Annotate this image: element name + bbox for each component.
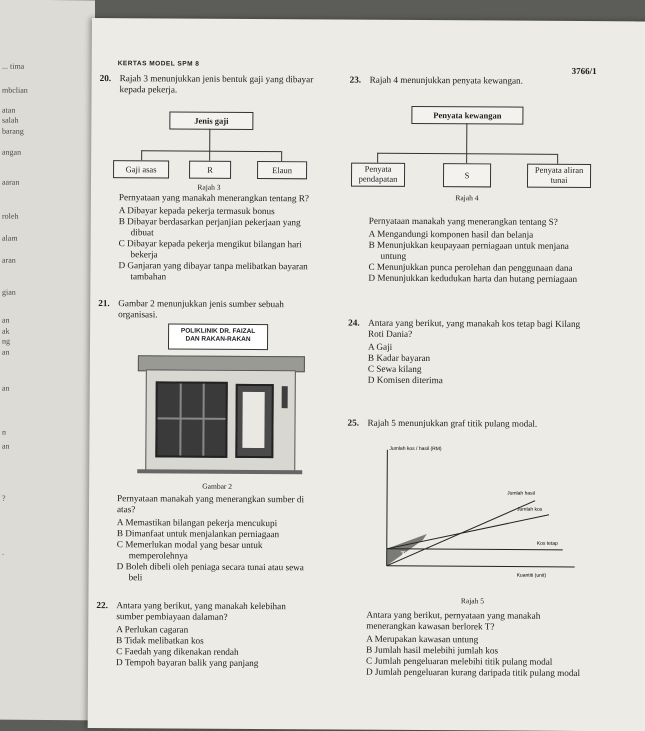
margin-fragment: an [2, 441, 10, 451]
option-c[interactable]: C Faedah yang dikenakan rendah [116, 646, 239, 657]
question-21-stem [97, 493, 313, 584]
x-axis [387, 566, 575, 567]
option-c[interactable]: C Sewa kilang [367, 363, 422, 375]
margin-fragment: aaran [2, 177, 20, 187]
margin-fragment: . [2, 547, 4, 557]
question-stem: Pernyataan yang manakah menerangkan tentang R? [118, 192, 309, 204]
option-b[interactable]: B Tidak melibatkan kos [116, 635, 204, 646]
option-d[interactable]: D Tempoh bayaran balik yang panjang [116, 657, 259, 669]
question-text: Rajah 3 menunjukkan jenis bentuk gaji yang dibayar kepada pekerja. [119, 73, 314, 95]
clinic-door [235, 384, 273, 458]
margin-fragment: an [2, 315, 10, 325]
question-text: Rajah 4 menunjukkan penyata kewangan. [369, 74, 523, 86]
option-b[interactable]: B Menunjukkan keupayaan perniagaan untuk menjana untung [368, 239, 569, 261]
option-a[interactable]: A Merupakan kawasan untung [366, 633, 479, 645]
question-20-stem [98, 192, 314, 283]
fixed-cost-line [387, 549, 563, 550]
option-a[interactable]: A Dibayar kepada pekerja termasuk bonus [118, 205, 275, 217]
option-c[interactable]: C Menunjukkan punca perolehan dan penggunaan dana [368, 261, 573, 273]
question-text: Antara yang berikut, yang manakah kos tetap bagi Kilang Roti Dania? [368, 317, 581, 339]
revenue-line-label: Jumlah hasil [507, 490, 535, 497]
question-23 [350, 75, 590, 87]
shaded-area-label: T [400, 549, 406, 558]
question-stem: Antara yang berikut, pernyataan yang manakah menerangkan kawasan berlorek T? [366, 609, 541, 632]
connector [281, 151, 282, 161]
diagram-right-box: Penyata aliran tunai [527, 164, 591, 188]
sign-line-2: DAN RAKAN-RAKAN [185, 335, 251, 343]
option-a[interactable]: A Memastikan bilangan pekerja mencukupi [116, 517, 278, 529]
diagram-left-box: Gaji asas [113, 160, 169, 178]
previous-page [0, 0, 95, 720]
question-25-stem [346, 610, 586, 679]
margin-fragment: barang [2, 126, 24, 136]
margin-fragment: ak [2, 326, 10, 336]
exam-page [88, 18, 645, 731]
diagram-left-box: Penyata pendapatan [351, 163, 405, 187]
option-c[interactable]: C Memerlukan modal yang besar untuk memperolehnya [116, 539, 263, 561]
connector [466, 153, 467, 163]
connector [141, 150, 281, 152]
option-c[interactable]: C Jumlah pengeluaran melebihi titik pulang modal [366, 655, 553, 667]
y-axis-label: Jumlah kos / hasil (RM) [389, 445, 442, 453]
question-stem: Pernyataan manakah yang menerangkan tentang S? [368, 215, 558, 227]
diagram-mid-box: R [189, 161, 231, 179]
clinic-sign-post [282, 386, 288, 408]
margin-fragment: atan [2, 105, 16, 115]
question-number: 25. [347, 417, 360, 428]
question-number: 21. [98, 298, 110, 309]
margin-fragment: an [2, 383, 10, 393]
question-stem: Pernyataan manakah yang menerangkan sumber di atas? [116, 493, 305, 515]
picture-caption: Gambar 2 [202, 481, 233, 491]
diagram-caption: Rajah 3 [197, 182, 221, 192]
option-a[interactable]: A Mengandungi komponen hasil dan belanja [368, 228, 534, 240]
loss-area-shading [387, 534, 427, 566]
connector [209, 129, 210, 151]
margin-fragment: n [2, 427, 6, 437]
option-a[interactable]: A Perlukan cagaran [116, 624, 189, 635]
margin-fragment: roleh [2, 211, 19, 221]
question-text: Antara yang berikut, yang manakah kelebihan sumber pembiayaan dalaman? [116, 600, 286, 622]
question-25 [347, 418, 587, 430]
margin-fragment: ? [2, 493, 6, 503]
break-even-graph [367, 438, 588, 589]
connector [466, 123, 467, 153]
option-b[interactable]: B Dibayar berdasarkan perjanjian pekerjaan yang dibuat [118, 216, 301, 238]
question-number: 24. [348, 317, 360, 328]
diagram-top-box: Penyata kewangan [411, 106, 523, 125]
option-d[interactable]: D Menunjukkan kedudukan harta dan hutang perniagaan [368, 272, 578, 284]
option-d[interactable]: D Jumlah pengeluaran kurang daripada titik pulang modal [365, 666, 581, 678]
option-a[interactable]: A Gaji [367, 341, 393, 352]
margin-fragment: ng [2, 336, 10, 346]
connector [141, 150, 142, 160]
diagram-top-box: Jenis gaji [169, 111, 253, 130]
margin-fragment: an [2, 347, 10, 357]
option-d[interactable]: D Ganjaran yang dibayar tanpa melibatkan bayaran tambahan [118, 260, 308, 282]
cost-line-label: Jumlah kos [516, 506, 543, 513]
question-22 [96, 600, 311, 669]
clinic-window [155, 381, 227, 457]
option-c[interactable]: C Dibayar kepada pekerja mengikut bilangan hari bekerja [118, 238, 302, 260]
clinic-picture [137, 323, 303, 474]
margin-fragment: alam [2, 233, 18, 243]
question-24 [348, 318, 588, 387]
diagram-right-box: Elaun [257, 161, 307, 179]
question-20 [100, 73, 315, 96]
question-number: 23. [349, 74, 362, 85]
graph-caption: Rajah 5 [460, 596, 485, 606]
margin-fragment: gian [2, 287, 16, 297]
margin-fragment: salah [2, 115, 19, 125]
pavement [137, 469, 302, 474]
question-number: 20. [99, 73, 112, 84]
margin-fragment: aran [2, 255, 16, 265]
connector [557, 154, 558, 164]
question-23-stem [348, 216, 588, 285]
diagram-mid-box: S [443, 163, 491, 187]
fixed-cost-label: Kos tetap [536, 540, 558, 547]
connector [377, 153, 378, 163]
diagram-caption: Rajah 4 [455, 193, 479, 203]
clinic-signboard [168, 323, 268, 350]
margin-fragment: ... tima [2, 61, 25, 71]
connector [209, 151, 210, 161]
question-text: Gambar 2 menunjukkan jenis sumber sebuah organisasi. [118, 298, 284, 320]
x-axis-label: Kuantiti (unit) [516, 572, 547, 579]
margin-fragment: mbclian [2, 85, 28, 95]
option-b[interactable]: B Dimanfaat untuk menjalankan perniagaan [116, 528, 280, 540]
paper-series: KERTAS MODEL SPM 8 [117, 60, 200, 68]
option-b[interactable]: B Jumlah hasil melebihi jumlah kos [366, 644, 499, 656]
sign-line-1: POLIKLINIK DR. FAIZAL [180, 327, 256, 336]
question-number: 22. [96, 600, 108, 611]
option-b[interactable]: B Kadar bayaran [367, 352, 431, 364]
option-d[interactable]: D Boleh dibeli oleh peniaga secara tunai atau sewa beli [116, 561, 304, 583]
margin-fragment: angan [2, 147, 22, 157]
paper-code: 3766/1 [571, 65, 597, 77]
question-text: Rajah 5 menunjukkan graf titik pulang modal. [367, 417, 538, 429]
option-d[interactable]: D Komisen diterima [367, 374, 443, 386]
question-21 [98, 298, 313, 321]
